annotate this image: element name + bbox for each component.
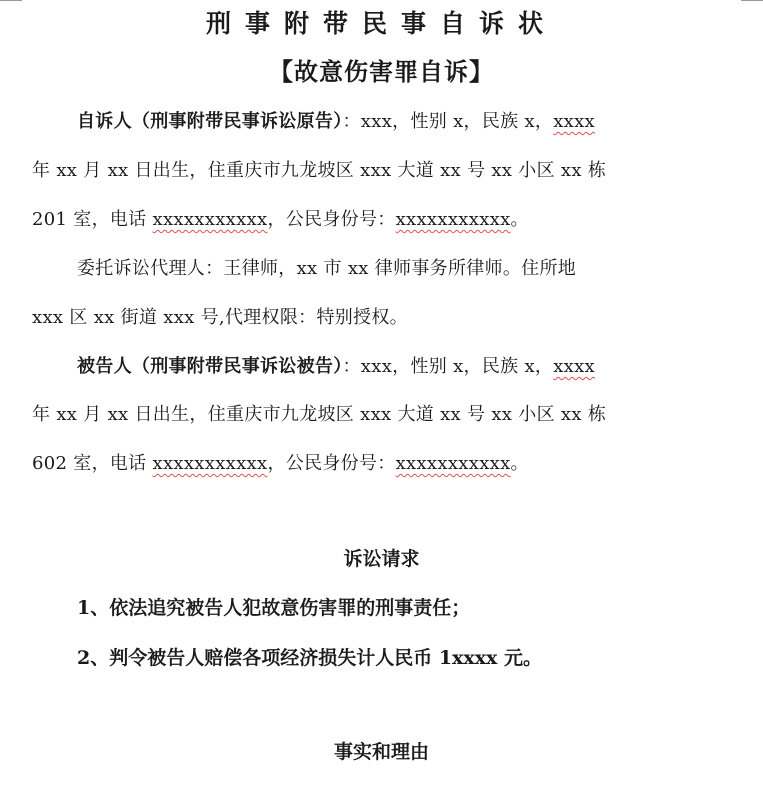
defendant-id-label: ，公民身份号：	[267, 453, 396, 474]
document-subtitle: 【故意伤害罪自诉】	[269, 57, 494, 86]
defendant-phone: xxxxxxxxxxx	[152, 453, 268, 474]
page-corner-mark-right	[741, 0, 763, 1]
plaintiff-room: 201 室，电话	[32, 209, 153, 230]
defendant-id-number: xxxxxxxxxxx	[395, 453, 511, 474]
defendant-room: 602 室，电话	[32, 453, 153, 474]
page-corner-mark-left	[0, 0, 22, 1]
plaintiff-line-1	[77, 107, 727, 137]
agent-line-2: xxx 区 xx 街道 xxx 号,代理权限：特别授权。	[32, 307, 408, 328]
agent-line-1: 委托诉讼代理人：王律师，xx 市 xx 律师事务所律师。住所地	[77, 258, 577, 279]
plaintiff-info: ：xxx，性别 x，民族 x，	[342, 111, 554, 132]
plaintiff-phone: xxxxxxxxxxx	[152, 209, 268, 230]
plaintiff-line-end: 。	[510, 209, 529, 230]
defendant-birth-year: xxxx	[553, 356, 596, 377]
request-item-2: 2、判令被告人赔偿各项经济损失计人民币 1xxxx 元。	[77, 647, 542, 669]
defendant-line-3	[32, 449, 682, 479]
defendant-line-2: 年 xx 月 xx 日出生，住重庆市九龙坡区 xxx 大道 xx 号 xx 小区 xx 栋	[32, 404, 607, 425]
document-title: 刑事附带民事自诉状	[205, 9, 557, 38]
facts-heading: 事实和理由	[333, 741, 429, 763]
plaintiff-birth-year: xxxx	[553, 111, 596, 132]
defendant-info: ：xxx，性别 x，民族 x，	[342, 356, 554, 377]
defendant-line-end: 。	[510, 453, 529, 474]
plaintiff-label: 自诉人（刑事附带民事诉讼原告）	[77, 111, 343, 132]
plaintiff-line-2: 年 xx 月 xx 日出生，住重庆市九龙坡区 xxx 大道 xx 号 xx 小区 xx 栋	[32, 160, 607, 181]
defendant-line-1	[77, 352, 727, 382]
defendant-label: 被告人（刑事附带民事诉讼被告）	[77, 356, 343, 377]
request-item-1: 1、依法追究被告人犯故意伤害罪的刑事责任；	[77, 597, 471, 619]
requests-heading: 诉讼请求	[343, 548, 420, 570]
plaintiff-line-3	[32, 205, 682, 235]
plaintiff-id-number: xxxxxxxxxxx	[395, 209, 511, 230]
plaintiff-id-label: ，公民身份号：	[267, 209, 396, 230]
